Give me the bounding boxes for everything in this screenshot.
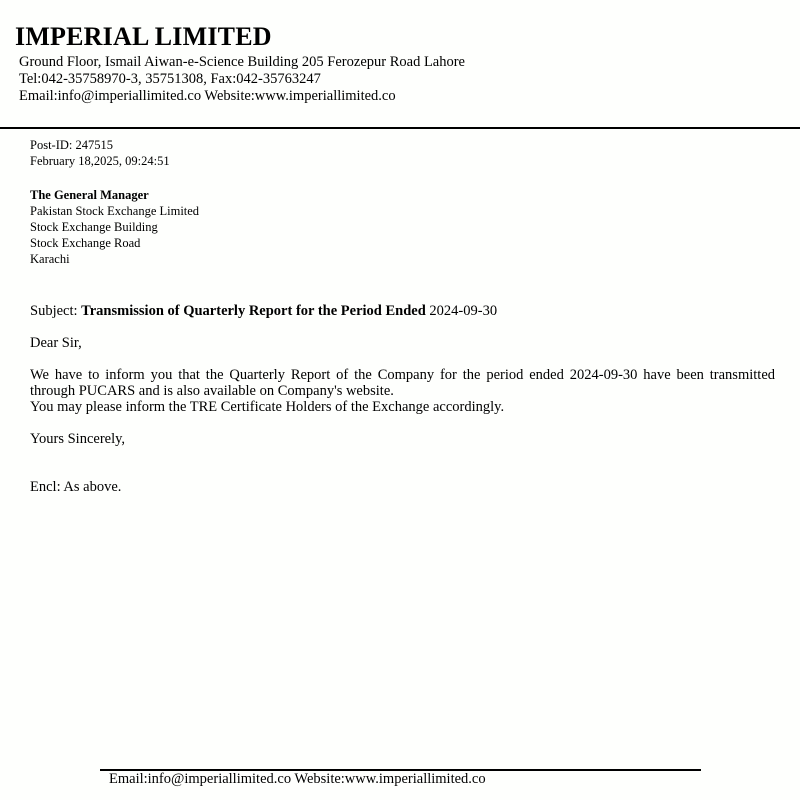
- subject-text: Transmission of Quarterly Report for the Period Ended: [81, 303, 426, 319]
- post-id: Post-ID: 247515: [30, 138, 113, 152]
- header-divider: [0, 127, 800, 129]
- subject-label: Subject:: [30, 303, 78, 319]
- company-name: IMPERIAL LIMITED: [15, 22, 272, 51]
- recipient-line: Stock Exchange Road: [30, 236, 141, 250]
- recipient-title: The General Manager: [30, 188, 149, 202]
- subject-date: 2024-09-30: [429, 303, 498, 319]
- salutation: Dear Sir,: [30, 335, 82, 351]
- subject-line: [30, 303, 497, 320]
- enclosure: Encl: As above.: [30, 479, 122, 495]
- recipient-line: Pakistan Stock Exchange Limited: [30, 204, 200, 218]
- body-paragraph: [30, 367, 775, 415]
- company-address: Ground Floor, Ismail Aiwan-e-Science Building 205 Ferozepur Road Lahore: [19, 54, 465, 70]
- footer-email-website: Email:info@imperiallimited.co Website:www.imperiallimited.co: [109, 771, 486, 787]
- company-email-website: Email:info@imperiallimited.co Website:www.imperiallimited.co: [19, 88, 396, 104]
- recipient-line: Stock Exchange Building: [30, 220, 158, 234]
- closing: Yours Sincerely,: [30, 431, 126, 447]
- body-line: We have to inform you that the Quarterly Report of the Company for the period ended 2024-09-30 have been transmitted: [30, 367, 775, 383]
- body-line: through PUCARS and is also available on Company's website.: [30, 383, 394, 399]
- body-line: You may please inform the TRE Certificate Holders of the Exchange accordingly.: [30, 399, 505, 415]
- company-phone-fax: Tel:042-35758970-3, 35751308, Fax:042-35763247: [19, 71, 321, 87]
- recipient-line: Karachi: [30, 252, 70, 266]
- post-datetime: February 18,2025, 09:24:51: [30, 154, 170, 168]
